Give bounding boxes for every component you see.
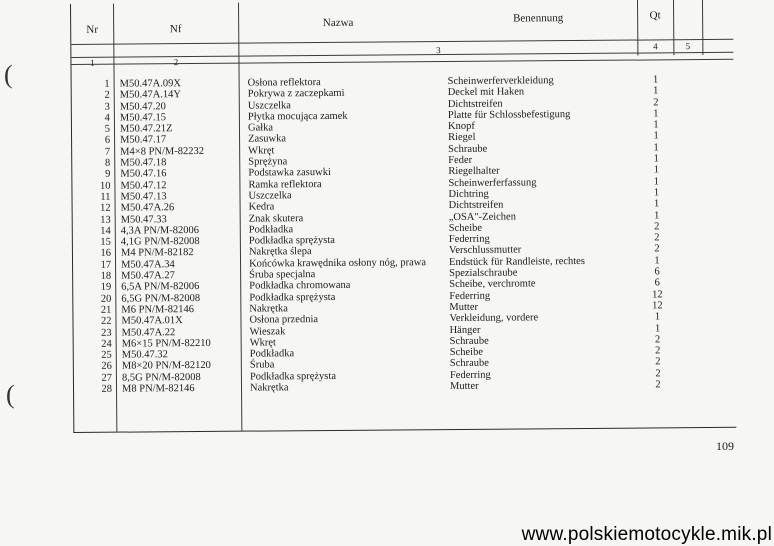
row-nazwa: Uszczelka	[248, 190, 292, 202]
row-nr: 19	[100, 282, 112, 294]
row-qt: 2	[654, 334, 661, 346]
row-nf: M50.47.20	[119, 100, 166, 113]
row-nf: M50.47A.34	[121, 258, 175, 271]
row-nr: 21	[100, 304, 112, 316]
row-qt: 1	[653, 108, 659, 120]
row-nr: 11	[100, 191, 111, 203]
column-nazwa	[248, 76, 450, 394]
header-qt: Qt	[649, 9, 661, 22]
row-qt: 1	[653, 85, 659, 97]
row-qt: 1	[653, 176, 660, 188]
binding-mark-top: (	[4, 60, 13, 89]
row-qt: 2	[655, 345, 661, 357]
row-qt: 1	[654, 209, 660, 221]
row-benennung: Verschlussmutter	[448, 244, 522, 257]
row-nf: M8×20 PN/M-82120	[121, 360, 211, 373]
row-qt: 2	[655, 368, 661, 380]
row-nazwa: Podkładka chromowana	[249, 280, 351, 292]
row-qt: 6	[654, 266, 660, 278]
row-nf: M8 PN/M-82146	[121, 383, 195, 395]
row-benennung: Scheinwerferfassung	[448, 177, 537, 189]
row-nr: 10	[99, 180, 111, 192]
row-nf: M4×8 PN/M-82232	[120, 145, 205, 158]
row-qt: 1	[653, 142, 659, 154]
row-benennung: „OSA"-Zeichen	[448, 211, 516, 223]
row-benennung: Federring	[449, 369, 491, 381]
row-nf: M50.47A.09X	[119, 78, 181, 90]
row-nazwa: Podkładka	[248, 224, 294, 236]
row-qt: 1	[653, 153, 659, 165]
row-nf: M50.47.32	[121, 349, 168, 361]
row-nazwa: Podstawka zasuwki	[248, 167, 331, 179]
footer-url[interactable]: www.polskiemotocykle.mik.pl	[521, 524, 772, 545]
row-nf: M50.47.13	[120, 191, 167, 203]
row-nazwa: Gałka	[247, 122, 274, 134]
column-nf	[120, 78, 240, 395]
row-qt: 2	[654, 243, 660, 255]
row-nazwa: Śruba specjalna	[249, 269, 316, 281]
row-nazwa: Nakrętka	[249, 303, 288, 315]
row-qt: 2	[654, 232, 660, 244]
row-benennung: Hänger	[449, 324, 481, 336]
column-benennung	[448, 75, 640, 393]
row-nr: 15	[100, 236, 111, 248]
row-nazwa: Zasuwka	[248, 133, 287, 146]
row-benennung: Platte für Schlossbefestigung	[447, 108, 571, 121]
row-nazwa: Płytka mocująca zamek	[247, 110, 348, 123]
row-nf: M50.47A.01X	[121, 315, 183, 327]
row-nf: 6,5A PN/M-82006	[121, 281, 200, 293]
row-nr: 3	[104, 101, 110, 113]
row-nr: 17	[100, 259, 112, 271]
row-benennung: Mutter	[449, 380, 479, 393]
row-nr: 22	[100, 315, 112, 328]
row-nr: 28	[101, 383, 113, 395]
row-nr: 20	[100, 293, 112, 305]
row-nf: M6×15 PN/M-82210	[121, 337, 211, 350]
row-nr: 1	[104, 78, 110, 90]
row-nr: 13	[100, 214, 111, 226]
col-number-1: 1	[90, 57, 95, 68]
row-benennung: Dichtstreifen	[448, 199, 504, 212]
row-qt: 1	[654, 255, 660, 267]
header-nr: Nr	[86, 23, 99, 36]
column-nr	[72, 79, 112, 396]
row-benennung: Riegel	[448, 132, 476, 144]
row-nf: 4,3A PN/M-82006	[120, 224, 200, 237]
row-benennung: Schraube	[448, 143, 488, 155]
row-nf: M50.47.33	[120, 213, 167, 226]
row-benennung: Schraube	[449, 358, 489, 370]
row-qt: 2	[653, 96, 659, 109]
row-nazwa: Kedra	[248, 201, 275, 213]
row-benennung: Scheibe	[448, 222, 483, 234]
header-nf: Nf	[169, 23, 182, 36]
row-nazwa: Uszczelka	[247, 99, 291, 112]
row-nr: 7	[104, 146, 111, 158]
row-nr: 16	[100, 248, 112, 260]
row-benennung: Riegelhalter	[448, 166, 500, 178]
row-qt: 12	[652, 288, 663, 301]
row-nf: M50.47.18	[120, 157, 167, 169]
row-nf: M50.47.16	[120, 168, 167, 180]
row-nr: 8	[104, 157, 111, 169]
header-benennung: Benennung	[513, 12, 564, 25]
row-nf: 4,1G PN/M-82008	[120, 236, 200, 248]
row-benennung: Scheibe	[449, 346, 484, 359]
row-benennung: Verkleidung, vordere	[449, 312, 539, 325]
row-qt: 2	[655, 356, 661, 368]
row-nr: 4	[104, 112, 110, 124]
row-nazwa: Nakrętka	[249, 382, 289, 394]
col-number-2: 2	[173, 57, 179, 68]
row-nf: M50.47A.22	[121, 326, 176, 339]
parts-table	[70, 0, 736, 433]
row-nr: 2	[104, 89, 110, 102]
row-benennung: Dichtstreifen	[447, 98, 503, 110]
page-number: 109	[716, 439, 734, 453]
row-nf: M50.47A.14Y	[119, 89, 182, 101]
row-nazwa: Końcówka krawędnika osłony nóg, prawa	[249, 256, 427, 270]
row-qt: 12	[652, 300, 663, 312]
row-nazwa: Wieszak	[249, 325, 286, 338]
row-nr: 26	[101, 361, 112, 373]
row-nr: 18	[100, 270, 112, 282]
row-qt: 2	[654, 221, 660, 233]
row-nf: 8,5G PN/M-82008	[121, 371, 201, 384]
row-nf: M50.47.12	[120, 179, 167, 192]
row-nazwa: Sprężyna	[248, 156, 288, 168]
row-nr: 24	[101, 338, 112, 350]
row-nf: M50.47.21Z	[119, 123, 173, 135]
row-nr: 12	[100, 202, 111, 215]
row-qt: 1	[653, 198, 660, 210]
row-nf: M50.47.17	[120, 134, 167, 147]
row-qt: 1	[653, 164, 659, 176]
col-number-3: 3	[436, 45, 441, 56]
row-nazwa: Podkładka sprężysta	[248, 235, 335, 247]
row-benennung: Spezialschraube	[449, 267, 518, 280]
row-nr: 27	[101, 372, 112, 384]
row-nf: 6,5G PN/M-82008	[121, 292, 201, 305]
row-nr: 6	[104, 135, 111, 147]
row-qt: 1	[653, 187, 660, 199]
row-nr: 14	[100, 225, 111, 237]
row-nazwa: Nakrętka ślepa	[248, 246, 312, 259]
row-benennung: Mutter	[449, 301, 479, 313]
row-nr: 9	[105, 169, 111, 181]
row-nf: M50.47.15	[119, 112, 167, 124]
row-qt: 2	[655, 379, 661, 391]
binding-mark-bottom: (	[6, 380, 15, 409]
row-nazwa: Znak skutera	[248, 212, 304, 225]
row-nr: 5	[104, 123, 111, 135]
row-benennung: Federring	[449, 290, 491, 302]
row-benennung: Feder	[448, 154, 473, 167]
row-nazwa: Śruba	[249, 359, 275, 372]
header-nazwa: Nazwa	[322, 16, 354, 30]
row-benennung: Federring	[448, 233, 490, 246]
row-qt: 6	[654, 277, 660, 289]
row-nf: M6 PN/M-82146	[121, 303, 195, 316]
row-nazwa: Ramka reflektora	[248, 178, 322, 191]
row-benennung: Scheibe, verchromte	[449, 278, 536, 291]
row-benennung: Endstück für Randleiste, rechtes	[448, 255, 585, 268]
row-qt: 1	[654, 322, 661, 334]
row-nazwa: Wkręt	[249, 337, 276, 349]
row-nazwa: Wkręt	[248, 145, 275, 157]
row-benennung: Schraube	[449, 335, 489, 347]
row-nazwa: Podkładka sprężysta	[249, 291, 336, 304]
column-qt	[638, 74, 676, 391]
col-number-5: 5	[685, 41, 691, 52]
row-nf: M4 PN/M-82182	[120, 247, 194, 260]
row-nazwa: Podkładka sprężysta	[249, 370, 337, 383]
row-benennung: Dichtring	[448, 188, 489, 201]
col-number-4: 4	[653, 41, 658, 52]
row-nazwa: Pokrywa z zaczepkami	[247, 88, 345, 100]
row-qt: 1	[653, 130, 659, 142]
row-nr: 23	[101, 327, 112, 339]
row-nazwa: Osłona przednia	[249, 314, 319, 326]
row-nf: M50.47A.26	[120, 202, 175, 214]
row-qt: 1	[654, 311, 661, 323]
row-benennung: Knopf	[447, 121, 475, 133]
row-nf: M50.47A.27	[121, 270, 175, 282]
row-nazwa: Podkładka	[249, 348, 295, 360]
row-benennung: Scheinwerferverkleidung	[447, 75, 554, 88]
row-qt: 1	[653, 119, 659, 131]
row-nr: 25	[101, 349, 112, 361]
row-qt: 1	[652, 74, 659, 86]
row-benennung: Deckel mit Haken	[447, 86, 525, 99]
row-nazwa: Osłona reflektora	[247, 77, 321, 89]
